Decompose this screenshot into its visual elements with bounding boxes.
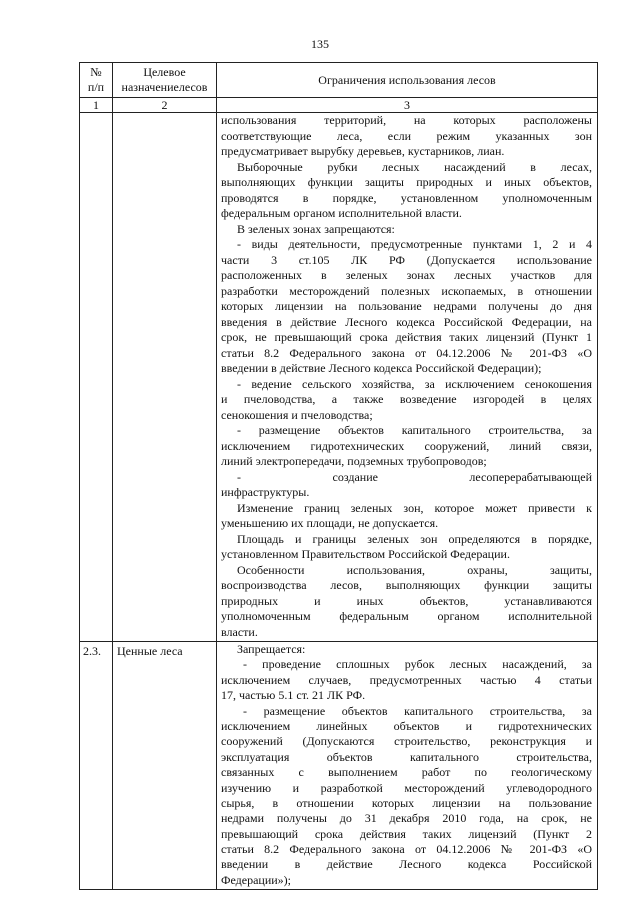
restriction-text-line: 17, частью 5.1 ст. 21 ЛК РФ. <box>221 688 366 703</box>
restriction-text-line: федеральным органом исполнительной власти. <box>221 206 462 220</box>
header-number-line: п/п <box>87 80 105 94</box>
restriction-text-line: Площадь и границы зеленых зон определяются в порядке, <box>237 531 592 546</box>
restriction-text-line: и пчеловодства, а также возведение изгородей в целях <box>221 392 592 406</box>
restriction-text-line: уменьшению их площади, не допускается. <box>221 516 439 530</box>
forest-type <box>113 113 217 642</box>
table-row <box>80 642 598 890</box>
restriction-text-line: - создание лесоперерабатывающей <box>237 469 592 484</box>
page-number: 135 <box>311 37 329 51</box>
restriction-text-line: власти. <box>221 624 258 639</box>
restriction-text-line: связанных с выполнением работ по геологическому <box>221 765 592 780</box>
restriction-text-line: статьи 8.2 Федерального закона от 04.12.2006 № 201-ФЗ «О <box>221 345 592 360</box>
column-index: 2 <box>113 98 217 113</box>
restriction-text-line: которых лицензии на пользование недрами получены до дня <box>221 299 592 313</box>
table-row <box>80 113 598 642</box>
restriction-text-line: - размещение объектов капитального строительства, за <box>237 423 592 437</box>
restriction-text-line: Выборочные рубки лесных насаждений в лесах, <box>237 159 592 174</box>
restriction-text-line: изучению и разработкой месторождений углеводородного <box>221 780 592 795</box>
restriction-text-line: Особенности использования, охраны, защиты, <box>237 562 592 577</box>
column-index: 3 <box>217 98 598 113</box>
restriction-text-line: превышающий срока действия таких лицензий (Пункт 2 <box>221 826 592 841</box>
restriction-text-line: введения в действие Лесного кодекса Российской Федерации, на <box>221 314 592 329</box>
column-index: 1 <box>80 98 113 113</box>
header-target-purpose <box>113 63 217 98</box>
restrictions-cell <box>217 642 598 890</box>
restriction-text-line: инфраструктуры. <box>221 485 310 499</box>
column-index-row <box>80 98 598 113</box>
restriction-text-line: проводятся в порядке, установленном уполномоченным <box>221 190 592 205</box>
restriction-text-line: части 3 ст.105 ЛК РФ (Допускается использование <box>221 252 592 267</box>
restriction-text-line: Федерации»); <box>221 872 292 887</box>
forest-type: Ценные леса <box>113 642 217 890</box>
restriction-text-line: сооружений (Допускаются строительство, реконструкция и <box>221 734 592 749</box>
restriction-text-line: - размещение объектов капитального строительства, за <box>243 703 592 718</box>
restriction-text-line: исключением случаев, предусмотренных частью 4 статьи <box>221 672 592 687</box>
restriction-text-line: уполномоченным федеральным органом исполнительной <box>221 609 592 623</box>
restriction-text-line: выполняющих функции защиты природных и иных объектов, <box>221 175 592 189</box>
restriction-text-line: воспроизводства лесов, выполняющих функции защиты <box>221 578 592 592</box>
restriction-text-line: установленном Правительством Российской Федерации. <box>221 547 510 561</box>
restriction-text-line: срок, не превышающий срока действия таких лицензий (Пункт 1 <box>221 330 592 344</box>
restriction-text-line: введении в действие Лесного кодекса Российской Федерации); <box>221 361 542 375</box>
restriction-text-line: статьи 8.2 Федерального закона от 04.12.2006 № 201-ФЗ «О <box>221 842 592 857</box>
table-header-row <box>80 63 598 98</box>
restriction-text-line: предусматривает вырубку деревьев, кустарников, лиан. <box>221 144 505 158</box>
header-number-line: № <box>90 65 102 79</box>
restriction-text-line: сырья, в отношении которых лицензии на пользование <box>221 795 592 810</box>
restriction-text-line: использования территорий, на которых расположены <box>221 113 592 127</box>
restriction-text-line: введении в действие Лесного кодекса Российской <box>221 857 592 872</box>
restriction-text-line: - виды деятельности, предусмотренные пунктами 1, 2 и 4 <box>237 237 592 251</box>
restriction-text-line: Изменение границ зеленых зон, которое может привести к <box>237 500 592 515</box>
restrictions-cell <box>217 113 598 642</box>
restriction-text-line: - ведение сельского хозяйства, за исключением сенокошения <box>237 376 592 391</box>
restriction-text-line: исключением гидротехнических сооружений, линий связи, <box>221 438 592 453</box>
restriction-text-line: недрами получены до 31 декабря 2010 года, на срок, не <box>221 811 592 826</box>
restriction-text-line: расположенных в зеленых зонах лесных участков для <box>221 268 592 282</box>
restriction-text-line: линий электропередачи, подземных трубопроводов; <box>221 454 487 468</box>
restriction-text-line: соответствующие леса, если режим указанных зон <box>221 128 592 143</box>
restriction-text-line: - проведение сплошных рубок лесных насаждений, за <box>243 657 592 672</box>
header-number <box>80 63 113 98</box>
row-number: 2.3. <box>80 642 113 890</box>
row-number <box>80 113 113 642</box>
restriction-text-line: Запрещается: <box>237 642 306 656</box>
restriction-text-line: природных и иных объектов, устанавливаются <box>221 593 592 608</box>
restriction-text-line: разработки месторождений полезных ископаемых, в отношении <box>221 283 592 298</box>
restriction-text-line: исключением линейных объектов и гидротехнических <box>221 718 592 733</box>
restriction-text-line: В зеленых зонах запрещаются: <box>237 221 395 236</box>
restriction-text-line: сенокошения и пчеловодства; <box>221 407 373 422</box>
restriction-text-line: эксплуатация объектов капитального строительства, <box>221 749 592 764</box>
header-target-line: Целевое <box>143 65 186 79</box>
header-target-line: назначениелесов <box>121 80 208 94</box>
forest-restrictions-table <box>79 62 598 890</box>
header-restrictions: Ограничения использования лесов <box>217 63 598 98</box>
